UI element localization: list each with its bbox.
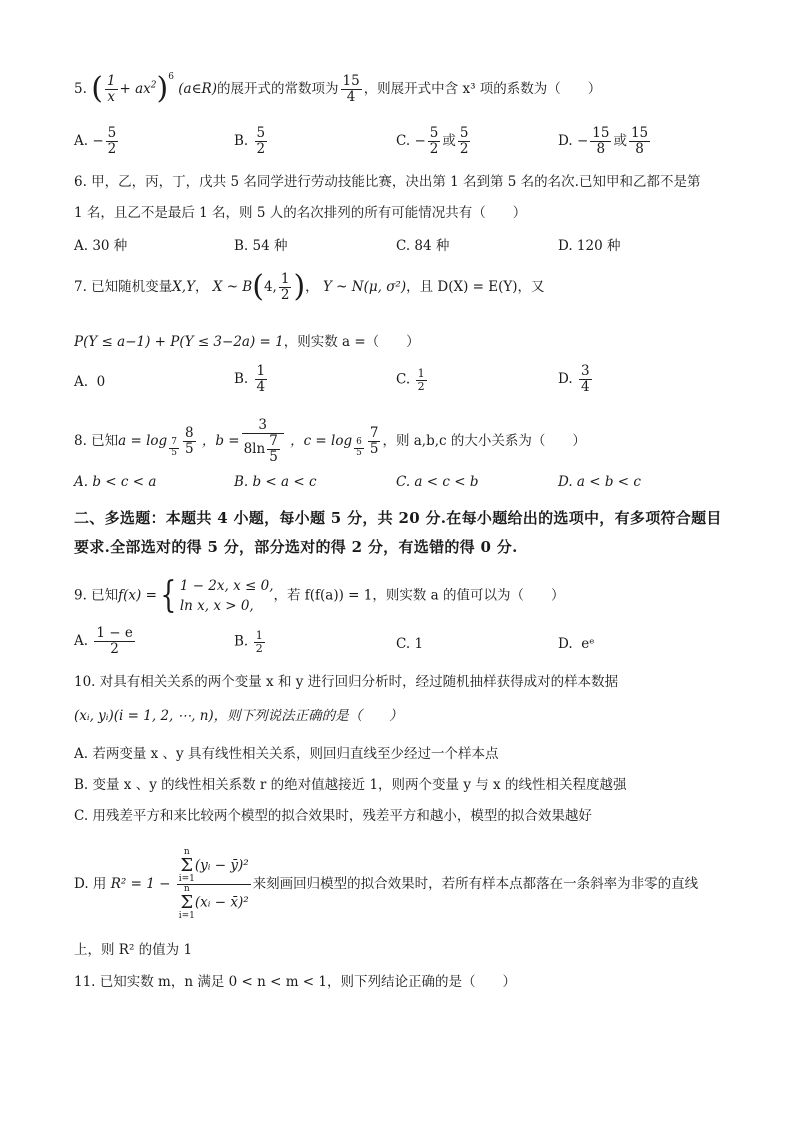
q10-den-expr: (xᵢ − x̄)² [194, 894, 249, 911]
q10-r2-den [177, 885, 251, 921]
q9-option-b[interactable] [234, 630, 267, 655]
sigma-icon: n Σ i=1 [178, 884, 195, 921]
frac-num: 15 [630, 125, 649, 141]
q9-case1: 1 − 2x, x ≤ 0, [179, 578, 274, 594]
q8-a-base [169, 438, 179, 459]
q9-case2: ln x, x > 0, [179, 598, 254, 614]
option-or: 或 [613, 132, 627, 149]
option-label: C. [396, 132, 411, 149]
frac-num: 7 [269, 432, 278, 449]
section2-heading-line2: 要求.全部选对的得 5 分，部分选对的得 2 分，有选错的得 0 分. [74, 538, 518, 556]
q9-cases [180, 576, 274, 616]
frac-den: 2 [107, 140, 117, 157]
option-frac [254, 630, 265, 655]
frac-den: 5 [171, 447, 177, 458]
q6-option-d[interactable]: D. 120 种 [558, 238, 621, 254]
option-frac-2 [458, 126, 471, 157]
option-value: eᵉ [581, 636, 595, 652]
frac-den: 5 [356, 447, 362, 458]
q9-stem [74, 576, 565, 616]
frac-num: 3 [242, 418, 284, 434]
q7-line2-text: ，则实数 a =（ ） [283, 334, 420, 350]
q8-b-frac [242, 418, 284, 465]
frac-den: 5 [369, 440, 379, 457]
q5-const-frac [341, 74, 362, 105]
q10-option-c[interactable]: C. 用残差平方和来比较两个模型的拟合效果时，残差平方和越小，模型的拟合效果越好 [74, 808, 592, 824]
q5-frac1-den: x [107, 88, 116, 105]
q9-brace: { [160, 575, 177, 616]
q8-stem [74, 418, 586, 465]
frac-den: 8 [596, 140, 606, 157]
q5-condition: (a∈R) [178, 80, 217, 97]
q8-b-ln: 8ln [243, 440, 266, 457]
q7-prob-equation: P(Y ≤ a−1) + P(Y ≤ 3−2a) = 1 [74, 334, 284, 350]
frac-num: 1 [256, 363, 266, 379]
frac-den: 2 [429, 140, 439, 157]
frac-den: 8 [635, 140, 644, 157]
q9-option-a[interactable] [74, 626, 137, 657]
frac-num: 15 [592, 125, 610, 141]
q7-option-d[interactable] [558, 364, 594, 395]
frac-den: 2 [110, 640, 119, 657]
q7-open-paren: ( [252, 269, 264, 305]
sum-top: n [183, 884, 190, 894]
q5-option-d[interactable] [558, 126, 652, 157]
q10-r2-num [177, 848, 251, 885]
q6-line1: 6. 甲，乙，丙，丁，戊共 5 名同学进行劳动技能比赛，决出第 1 名到第 5 名的名次.已知甲和乙都不是第 [74, 174, 701, 190]
q5-frac2-den: 4 [346, 88, 356, 105]
option-label: C. [396, 371, 411, 388]
option-frac [255, 126, 268, 157]
option-or: 或 [442, 132, 456, 149]
frac-den: 5 [269, 448, 278, 465]
option-sign: − [414, 132, 426, 149]
q7-close-paren: ) [293, 269, 306, 305]
q10-line2: (xᵢ, yᵢ)(i = 1, 2, ⋯, n)，则下列说法正确的是（ ） [74, 708, 403, 724]
q7-binomial-p [279, 272, 292, 303]
option-frac [106, 126, 119, 157]
frac-den: 2 [255, 642, 263, 656]
q5-close-paren: ) [156, 71, 169, 107]
q5-option-b[interactable] [234, 126, 269, 157]
q10-option-b[interactable]: B. 变量 x 、y 的线性相关系数 r 的绝对值越接近 1，则两个变量 y 与 x 的线性相关程度越强 [74, 777, 627, 793]
option-label: B. [234, 370, 249, 387]
frac-num: 7 [171, 436, 177, 447]
frac-den: 4 [256, 378, 266, 395]
q8-tail: ，则 a,b,c 的大小关系为（ ） [382, 432, 586, 449]
q7-stem [74, 269, 545, 305]
q8-c-arg [368, 426, 381, 457]
q6-line2: 1 名，且乙不是最后 1 名，则 5 人的名次排列的所有可能情况共有（ ） [74, 205, 527, 221]
option-frac [94, 626, 134, 657]
option-sign: − [92, 132, 104, 149]
frac-den: 5 [184, 440, 194, 457]
option-label: C. [396, 636, 411, 652]
q8-a-arg [183, 426, 196, 457]
q10-d-pre: D. 用 [74, 876, 107, 892]
frac-num: 8 [184, 424, 194, 441]
option-label: B. [234, 132, 249, 149]
frac-num: 1 − e [96, 625, 133, 641]
frac-num: 3 [580, 363, 590, 379]
frac-den: 4 [580, 378, 590, 395]
q10-r2-frac [177, 848, 251, 921]
sum-top: n [183, 847, 190, 857]
q8-c-base [354, 438, 364, 459]
q5-exp-2: 2 [150, 80, 157, 91]
frac-den: 2 [256, 140, 266, 157]
q8-b-inner-frac [267, 434, 280, 465]
q7-option-a[interactable] [74, 374, 105, 390]
frac-num: 7 [369, 424, 379, 441]
q10-option-d[interactable] [74, 848, 698, 921]
q7-binomial: X ~ B [212, 278, 253, 295]
q5-frac-1-over-x [105, 74, 118, 105]
sigma-icon: n Σ i=1 [178, 847, 195, 884]
q7-tail: ，且 D(X) = E(Y)，又 [406, 278, 545, 295]
sum-bot: i=1 [178, 911, 195, 921]
q5-frac2-num: 15 [342, 73, 360, 89]
option-value: 1 [414, 636, 424, 652]
q7-option-b[interactable] [234, 364, 269, 395]
q11-stem: 11. 已知实数 m，n 满足 0 < n < m < 1，则下列结论正确的是（ ） [74, 974, 516, 990]
q7-line2 [74, 332, 420, 352]
q7-option-c[interactable] [396, 368, 429, 393]
q9-lead: 9. 已知 [74, 587, 119, 604]
q7-sep1: ， [195, 278, 209, 295]
q8-b-eq: ，b = [201, 432, 240, 449]
option-label: D. [558, 636, 573, 652]
option-label: D. [558, 132, 573, 149]
q8-c-log: ，c = log [290, 432, 353, 449]
option-label: A. [74, 132, 89, 149]
q5-number: 5. [74, 80, 87, 97]
q8-option-b[interactable]: B. b < a < c [234, 474, 317, 490]
q9-option-c[interactable] [396, 636, 423, 652]
q10-r2-formula: R² = 1 − [110, 876, 171, 892]
q9-option-d[interactable] [558, 636, 594, 652]
frac-num: 1 [280, 271, 290, 287]
option-frac [428, 126, 441, 157]
q8-a-log: a = log [118, 432, 168, 449]
frac-num: 5 [256, 125, 266, 141]
q10-d-tail: 来刻画回归模型的拟合效果时，若所有样本点都落在一条斜率为非零的直线 [252, 876, 699, 892]
option-label: A. [74, 374, 89, 390]
q7-lead: 7. 已知随机变量 [74, 278, 173, 295]
q5-exp-6: 6 [168, 71, 174, 82]
q9-fx: f(x) = [118, 587, 157, 604]
q5-ax-term: + ax [119, 80, 151, 97]
option-label: A. [74, 632, 89, 649]
q5-frac1-num: 1 [106, 73, 116, 89]
q6-option-c[interactable]: C. 84 种 [396, 238, 450, 254]
q6-option-b[interactable]: B. 54 种 [234, 238, 288, 254]
q8-option-a[interactable]: A. b < c < a [74, 474, 157, 490]
option-value: 0 [96, 374, 106, 390]
q7-binomial-n: 4, [263, 278, 277, 295]
q5-text1: 的展开式的常数项为 [217, 80, 339, 97]
option-frac [579, 364, 592, 395]
q5-text2: ，则展开式中含 x³ 项的系数为（ ） [363, 80, 602, 97]
q8-option-d[interactable]: D. a < b < c [558, 474, 641, 490]
frac-den: 2 [280, 286, 290, 303]
option-frac [416, 368, 427, 393]
q10-num-expr: (yᵢ − ȳ)² [194, 857, 249, 874]
q5-stem [74, 71, 602, 107]
option-label: D. [558, 370, 573, 387]
option-frac-2 [629, 126, 650, 157]
frac-num: 1 [417, 367, 425, 380]
option-frac [590, 126, 611, 157]
sum-bot: i=1 [178, 874, 195, 884]
q5-option-c[interactable] [396, 126, 472, 157]
option-frac [255, 364, 268, 395]
q7-normal: Y ~ N(μ, σ²) [322, 278, 407, 295]
frac-num: 5 [429, 125, 439, 141]
frac-den: 2 [459, 140, 469, 157]
frac-num: 1 [255, 629, 263, 642]
q5-open-paren: ( [91, 71, 103, 107]
q8-option-c[interactable]: C. a < c < b [396, 474, 479, 490]
frac-den: 2 [417, 380, 425, 394]
q7-vars: X,Y [172, 278, 195, 295]
q5-option-a[interactable] [74, 126, 120, 157]
q10-line1: 10. 对具有相关关系的两个变量 x 和 y 进行回归分析时，经过随机抽样获得成对的样本数据 [74, 674, 619, 690]
frac-num: 5 [107, 125, 117, 141]
section2-heading-line1: 二、多选题：本题共 4 小题，每小题 5 分，共 20 分.在每小题给出的选项中，有多项符合题目 [74, 509, 722, 527]
q7-sep2: ， [305, 278, 319, 295]
q6-option-a[interactable]: A. 30 种 [74, 238, 128, 254]
q8-lead: 8. 已知 [74, 432, 119, 449]
q9-tail: ，若 f(f(a)) = 1，则实数 a 的值可以为（ ） [273, 587, 565, 604]
frac-num: 5 [459, 125, 469, 141]
option-sign: − [576, 132, 589, 149]
option-label: B. [234, 633, 249, 650]
frac-den [242, 434, 284, 465]
q10-option-a[interactable]: A. 若两变量 x 、y 具有线性相关关系，则回归直线至少经过一个样本点 [74, 746, 499, 762]
frac-num: 6 [356, 436, 362, 447]
q10-option-d-line2: 上，则 R² 的值为 1 [74, 942, 193, 958]
